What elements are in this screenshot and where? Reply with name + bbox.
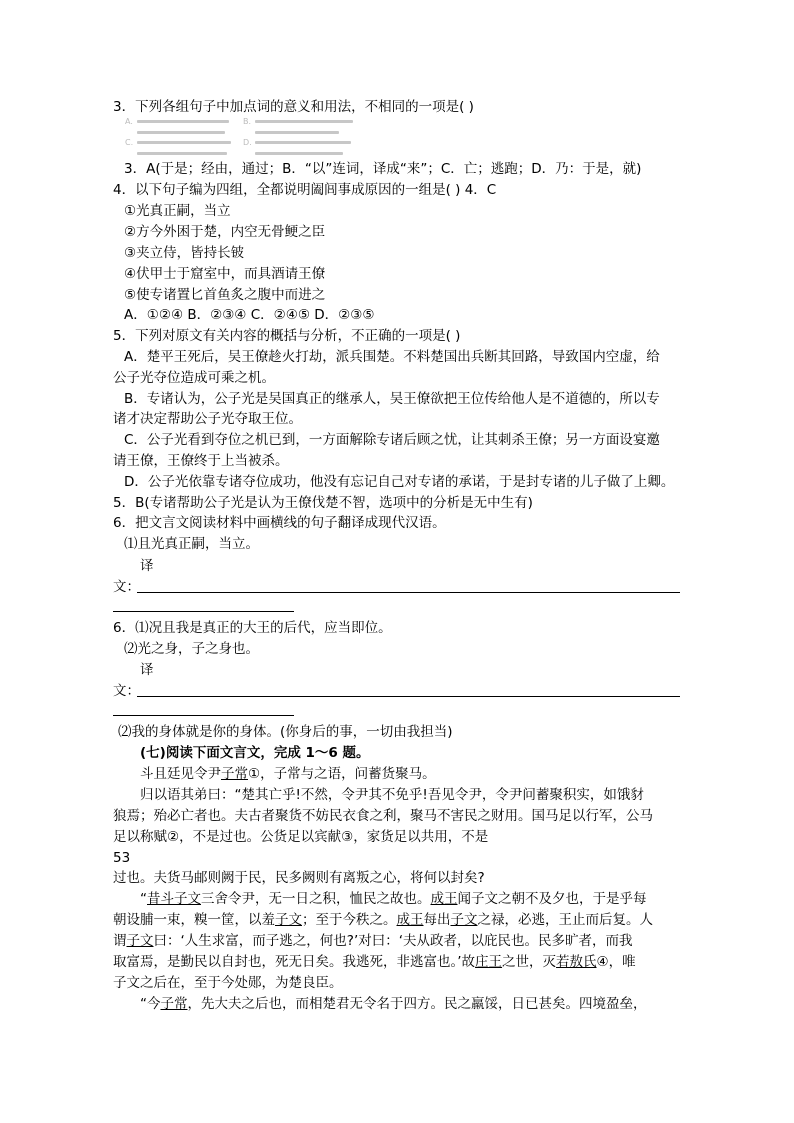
q5-option-b-line-2: 诸才决定帮助公子光夺取王位。 <box>113 411 302 427</box>
passage-text: “今 <box>140 996 161 1012</box>
passage-line: 足以称赋②，不是过也。公货足以宾献③，家货足以共用，不是 <box>113 829 489 845</box>
q4-question: 4．以下句子编为四组，全都说明阖闾事成原因的一组是( ) 4．C <box>113 182 497 198</box>
q5-option-a-line-2: 公子光夺位造成可乘之机。 <box>113 370 275 386</box>
passage-text: 之世，灭 <box>502 954 557 970</box>
underlined-name: 子常 <box>160 996 188 1012</box>
underlined-name: 子文 <box>126 933 154 949</box>
q3-option-c-label: C. <box>125 138 134 147</box>
q4-item-4: ④伏甲士于窟室中，而具酒请王僚 <box>124 266 326 282</box>
underlined-name: 成王 <box>430 891 458 907</box>
q5-question: 5．下列对原文有关内容的概括与分析，不正确的一项是( ) <box>113 328 461 344</box>
underlined-name: 成王 <box>396 912 424 928</box>
section-heading: (七)阅读下面文言文，完成 1～6 题。 <box>140 745 370 761</box>
q6-translate-label-1: 译 <box>140 558 154 574</box>
passage-line: 狼焉；殆必亡者也。夫古者聚货不妨民衣食之利，聚马不害民之财用。国马足以行军，公马 <box>113 808 653 824</box>
underlined-name: 子文 <box>450 912 478 928</box>
underlined-name: 子文 <box>275 912 302 928</box>
passage-line <box>113 953 636 972</box>
answer-line <box>113 611 294 612</box>
q3-option-d-label: D. <box>243 138 252 147</box>
q6-translate-label-2: 译 <box>140 662 154 678</box>
underlined-name: 昔斗子文 <box>147 891 201 907</box>
q3-options-image <box>125 117 385 159</box>
passage-paragraph-1 <box>140 765 436 784</box>
q5-option-b-line-1: B．专诸认为，公子光是吴国真正的继承人，吴王僚欲把王位传给他人是不道德的，所以专 <box>124 391 660 407</box>
q4-item-3: ③夹立侍，皆持长铍 <box>124 245 245 261</box>
q6-text-label-2: 文： <box>113 683 140 699</box>
q4-item-1: ①光真正嗣，当立 <box>124 203 231 219</box>
passage-text: 曰：‘人生求富，而子逃之，何也?’对曰：‘夫从政者，以庇民也。民多旷者，而我 <box>153 933 633 949</box>
q4-item-5: ⑤使专诸置匕首鱼炙之腹中而进之 <box>124 287 326 303</box>
passage-line <box>140 995 647 1014</box>
passage-text: ①，子常与之语，问蓄货聚马。 <box>248 766 436 782</box>
q5-option-a-line-1: A．楚平王死后，吴王僚趁火打劫，派兵围楚。不料楚国出兵断其回路，导致国内空虚，给 <box>124 349 660 365</box>
q6-text-label-1: 文： <box>113 579 140 595</box>
q6-sentence-1: ⑴且光真正嗣，当立。 <box>124 536 259 552</box>
q4-item-2: ②方今外困于楚，内空无骨鲠之臣 <box>124 224 326 240</box>
passage-text: 朝设脯一束，糗一筐，以羞 <box>113 912 275 928</box>
passage-text: 之禄，必逃，王止而后复。人 <box>477 912 653 928</box>
passage-text: ；至于今秩之。 <box>302 912 397 928</box>
passage-text: 取富焉，是勤民以自封也，死无日矣。我逃死，非逃富也。’故 <box>113 954 476 970</box>
passage-line <box>140 890 647 909</box>
answer-line <box>113 715 294 716</box>
passage-text: ④，唯 <box>596 954 636 970</box>
passage-text: 三舍令尹，无一日之积，恤民之故也。 <box>201 891 431 907</box>
underlined-name: 庄王 <box>475 954 503 970</box>
passage-text: “ <box>140 891 147 907</box>
passage-line <box>113 932 633 951</box>
underlined-name: 子常 <box>221 766 248 782</box>
q6-question: 6．把文言文阅读材料中画横线的句子翻译成现代汉语。 <box>113 515 446 531</box>
passage-text: 谓 <box>113 933 127 949</box>
q6-answer-2: ⑵我的身体就是你的身体。(你身后的事，一切由我担当) <box>118 724 453 740</box>
underlined-name: 若敖氏 <box>556 954 597 970</box>
q6-sentence-2: ⑵光之身，子之身也。 <box>124 641 259 657</box>
q5-option-d: D．公子光依靠专诸夺位成功，他没有忘记自己对专诸的承诺，于是封专诸的儿子做了上卿。 <box>124 474 675 490</box>
passage-text: ，先大夫之后也，而相楚君无令名于四方。民之羸馁，日已甚矣。四境盈垒， <box>187 996 647 1012</box>
answer-line <box>137 696 680 697</box>
passage-text: 闻子文之朝不及夕也，于是乎每 <box>457 891 647 907</box>
passage-text: 斗且廷见令尹 <box>140 766 221 782</box>
q3-question: 3．下列各组句子中加点词的意义和用法，不相同的一项是( ) <box>113 99 474 115</box>
passage-line: 子文之后在，至于今处郧，为楚良臣。 <box>113 975 343 991</box>
page-number: 53 <box>113 850 131 866</box>
q5-option-c-line-1: C．公子光看到夺位之机已到，一方面解除专诸后顾之忧，让其刺杀王僚；另一方面设宴邀 <box>124 432 660 448</box>
answer-line <box>137 592 680 593</box>
passage-line: 过也。夫货马邮则阙于民，民多阙则有离叛之心，将何以封矣? <box>113 870 485 886</box>
q3-option-b-label: B. <box>243 117 252 126</box>
passage-line: 归以语其弟曰：“楚其亡乎!不然，令尹其不免乎!吾见令尹，令尹问蓄聚积实，如饿豺 <box>140 787 644 803</box>
q3-option-a-label: A. <box>125 117 133 126</box>
q5-answer: 5．B(专诸帮助公子光是认为王僚伐楚不智，选项中的分析是无中生有) <box>113 495 533 511</box>
q4-choices: A．①②④ B．②③④ C．②④⑤ D．②③⑤ <box>124 307 375 323</box>
q5-option-c-line-2: 请王僚，王僚终于上当被杀。 <box>113 453 289 469</box>
q3-answer: 3．A(于是；经由，通过；B．“以”连词，译成“来”；C．亡；逃跑；D．乃：于是，就) <box>124 161 642 177</box>
passage-line <box>113 911 653 930</box>
passage-text: 每出 <box>423 912 451 928</box>
q6-answer-1: 6．⑴况且我是真正的大王的后代，应当即位。 <box>113 620 392 636</box>
